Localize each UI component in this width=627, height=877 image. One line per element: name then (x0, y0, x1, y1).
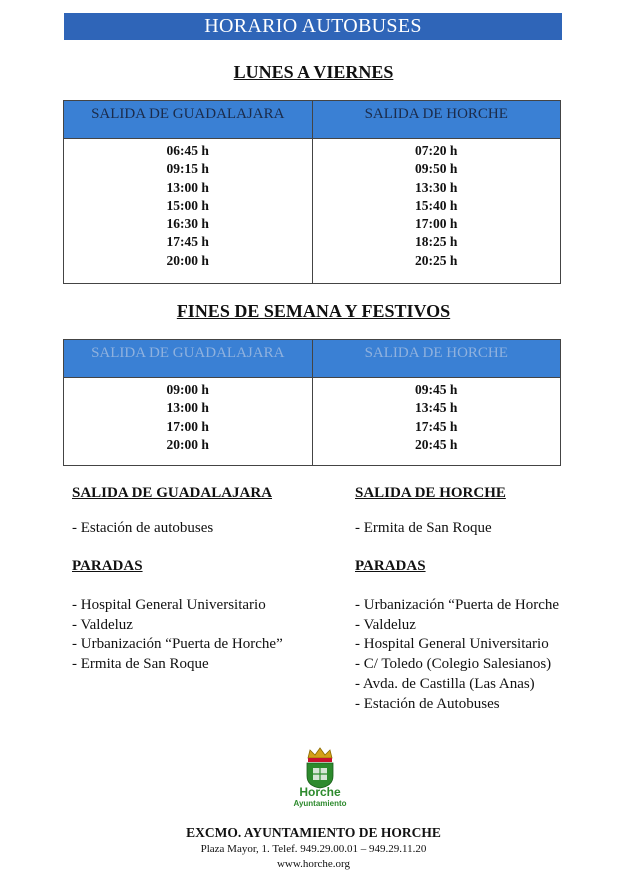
page-title: HORARIO AUTOBUSES (64, 13, 562, 40)
left-departure-title-text: SALIDA DE GUADALAJARA (72, 485, 273, 501)
list-item: - Estación de Autobuses (355, 695, 500, 712)
list-item: - Ermita de San Roque (72, 656, 209, 673)
left-stops-title-text: PARADAS (72, 558, 143, 574)
weekend-col1-header: SALIDA DE GUADALAJARA (64, 340, 313, 377)
list-item: - Hospital General Universitario (72, 597, 266, 613)
weekday-heading: LUNES A VIERNES (233, 62, 394, 82)
left-departure-title (72, 484, 272, 504)
logo-subtitle: Ayuntamiento (293, 799, 347, 808)
time-cell: 18:25 h (415, 234, 458, 250)
time-cell: 09:45 h (415, 382, 458, 397)
weekend-table-header (64, 340, 560, 378)
list-item: - C/ Toledo (Colegio Salesianos) (355, 656, 552, 673)
weekday-table-header (64, 101, 560, 139)
time-cell: 13:45 h (415, 400, 458, 416)
weekend-col2-header: SALIDA DE HORCHE (364, 345, 508, 361)
weekend-schedule-table (63, 339, 561, 466)
time-cell: 16:30 h (166, 216, 209, 232)
time-cell: 17:45 h (166, 234, 209, 250)
time-cell: 20:00 h (166, 436, 209, 452)
time-cell: 17:45 h (415, 418, 458, 434)
right-departure-title (355, 484, 506, 504)
list-item: - Urbanización “Puerta de Horche” (72, 636, 283, 653)
right-stops-title-text: PARADAS (355, 558, 426, 574)
list-item: - Urbanización “Puerta de Horche (355, 597, 560, 613)
left-stops-list (72, 596, 283, 675)
time-cell: 15:40 h (415, 197, 458, 213)
time-cell: 13:00 h (166, 179, 209, 195)
time-cell: 13:00 h (166, 400, 209, 416)
weekend-heading: FINES DE SEMANA Y FESTIVOS (176, 301, 451, 321)
list-item: - Valdeluz (355, 616, 416, 633)
time-cell: 06:45 h (166, 143, 209, 158)
right-departure-title-text: SALIDA DE HORCHE (355, 485, 506, 501)
time-cell: 17:00 h (415, 216, 458, 232)
list-item: - Valdeluz (72, 616, 133, 633)
time-cell: 09:50 h (415, 161, 458, 177)
weekend-col1 (64, 378, 313, 466)
weekend-col2 (313, 378, 561, 466)
right-departure-place: - Ermita de San Roque (355, 520, 492, 536)
weekday-col2-header: SALIDA DE HORCHE (364, 106, 508, 122)
list-item: - Avda. de Castilla (Las Anas) (355, 675, 535, 692)
weekday-col1-header: SALIDA DE GUADALAJARA (64, 101, 313, 138)
footer-website: www.horche.org (276, 858, 350, 870)
weekday-col1 (64, 139, 313, 284)
list-item: - Hospital General Universitario (355, 636, 549, 653)
weekday-col2 (313, 139, 561, 284)
time-cell: 09:15 h (166, 161, 209, 177)
time-cell: 17:00 h (166, 418, 209, 434)
right-stops-list (355, 596, 559, 714)
right-stops-title (355, 557, 426, 577)
left-stops-title (72, 557, 143, 577)
logo-text (268, 786, 372, 808)
left-departure-place: - Estación de autobuses (72, 520, 214, 536)
time-cell: 20:25 h (415, 252, 458, 268)
time-cell: 09:00 h (166, 382, 209, 397)
time-cell: 20:45 h (415, 436, 458, 452)
time-cell: 15:00 h (166, 197, 209, 213)
time-cell: 13:30 h (415, 179, 458, 195)
time-cell: 20:00 h (166, 252, 209, 268)
footer-address: Plaza Mayor, 1. Telef. 949.29.00.01 – 949.29.11.20 (200, 843, 427, 855)
footer-organization: EXCMO. AYUNTAMIENTO DE HORCHE (186, 825, 441, 840)
time-cell: 07:20 h (415, 143, 458, 158)
weekday-schedule-table (63, 100, 561, 284)
logo-name: Horche (299, 785, 341, 799)
